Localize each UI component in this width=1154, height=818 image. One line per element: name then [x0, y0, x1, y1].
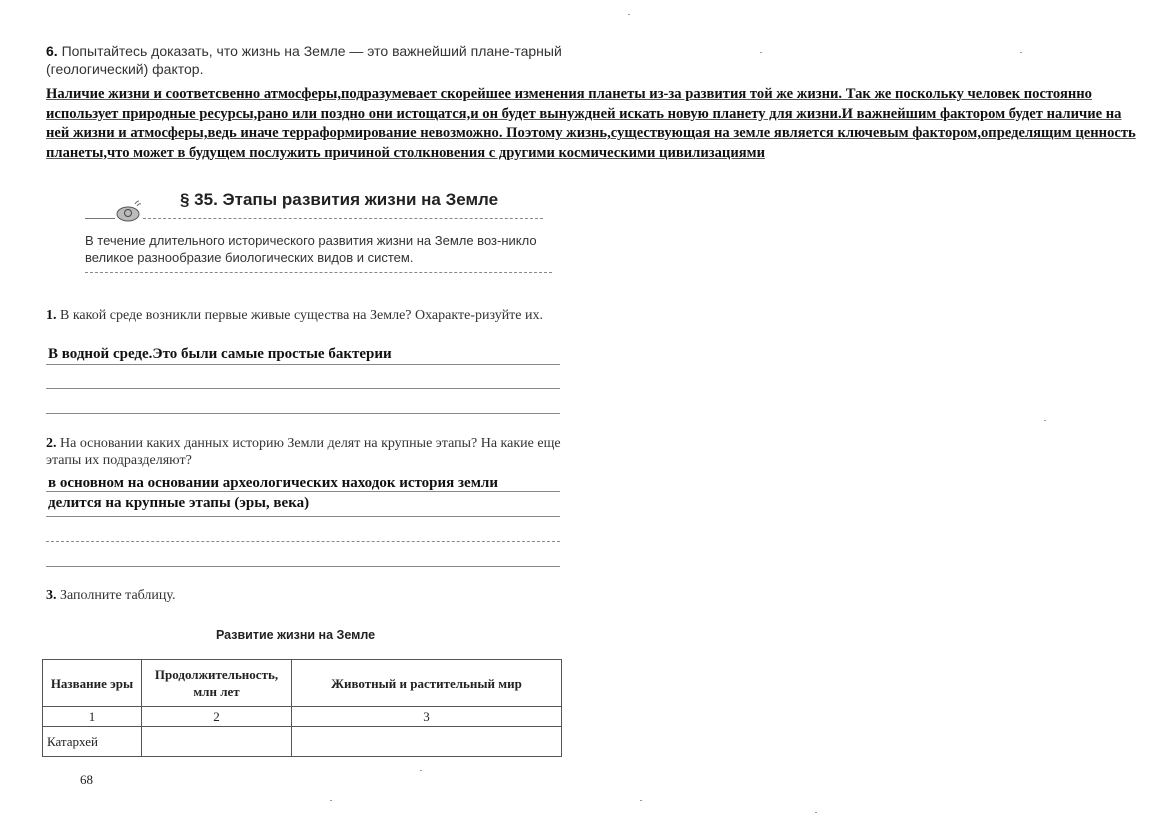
snail-icon — [115, 200, 141, 222]
intro-rule — [85, 272, 552, 273]
table-header-row — [43, 660, 562, 707]
column-number: 2 — [142, 707, 292, 727]
question-3-text: Заполните таблицу. — [60, 588, 176, 603]
scan-speck — [760, 52, 762, 53]
question-3-number: 3. — [46, 588, 57, 603]
scan-speck — [640, 800, 642, 801]
duration-cell[interactable] — [142, 727, 292, 757]
life-cell[interactable] — [292, 727, 562, 757]
section-intro: В течение длительного исторического развития жизни на Земле воз-никло великое разнообразие биологических видов и систем. — [85, 233, 537, 265]
question-3 — [46, 587, 566, 604]
scan-speck — [1020, 52, 1022, 53]
answer-line — [46, 491, 560, 492]
header-era: Название эры — [43, 660, 142, 707]
table-title: Развитие жизни на Земле — [216, 628, 376, 642]
column-number: 3 — [292, 707, 562, 727]
question-1-number: 1. — [46, 308, 57, 323]
page-number: 68 — [80, 772, 93, 787]
era-cell: Катархей — [43, 727, 142, 757]
table-numbers-row — [43, 707, 562, 727]
scan-speck — [628, 14, 630, 15]
answer-1-text: В водной среде.Это были самые простые бактерии — [48, 346, 392, 362]
section-title: § 35. Этапы развития жизни на Земле — [180, 190, 499, 209]
answer-line — [46, 413, 560, 414]
question-1-text: В какой среде возникли первые живые существа на Земле? Охаракте-ризуйте их. — [60, 308, 544, 323]
question-2 — [46, 435, 566, 469]
question-1 — [46, 307, 566, 324]
section-rule-right — [143, 218, 543, 219]
answer-6 — [46, 85, 1141, 163]
scan-speck — [420, 770, 422, 771]
table-row — [43, 727, 562, 757]
scan-speck — [330, 800, 332, 801]
scan-speck — [1044, 420, 1046, 421]
header-duration: Продолжительность, млн лет — [142, 660, 292, 707]
life-development-table — [42, 659, 562, 757]
answer-2-line1: в основном на основании археологических находок история земли — [48, 475, 498, 491]
answer-line — [46, 364, 560, 365]
question-2-number: 2. — [46, 436, 57, 451]
question-6-number: 6. — [46, 43, 58, 59]
header-life: Животный и растительный мир — [292, 660, 562, 707]
answer-2-line2: делится на крупные этапы (эры, века) — [48, 495, 310, 511]
answer-line — [46, 516, 560, 517]
question-2-text: На основании каких данных историю Земли делят на крупные этапы? На какие еще этапы их подразделяют? — [46, 436, 561, 468]
answer-line — [46, 566, 560, 567]
answer-6-text: Наличие жизни и соответсвенно атмосферы,подразумевает скорейшее изменения планеты из-за развития той же жизни. Так же поскольку человек постоянно использует природные ресурсы,рано или поздно они истощатся,и он будет вынуждней искать новую планету для жизни.И важнейшим фактором будет наличие на ней жизни и атмосферы,ведь иначе терраформирование невозможно. Поэтому жизнь,существующая на земле является ключевым фактором,определящим ценность планеты,что может в будущем послужить причиной столкновения с другими космическими цивилизациями — [46, 86, 1136, 161]
question-6 — [46, 42, 586, 78]
answer-line — [46, 388, 560, 389]
section-rule-left — [85, 218, 115, 219]
column-number: 1 — [43, 707, 142, 727]
scan-speck — [815, 812, 817, 813]
question-6-text: Попытайтесь доказать, что жизнь на Земле — это важнейший плане-тарный (геологический) фактор. — [46, 43, 562, 77]
answer-line — [46, 541, 560, 542]
